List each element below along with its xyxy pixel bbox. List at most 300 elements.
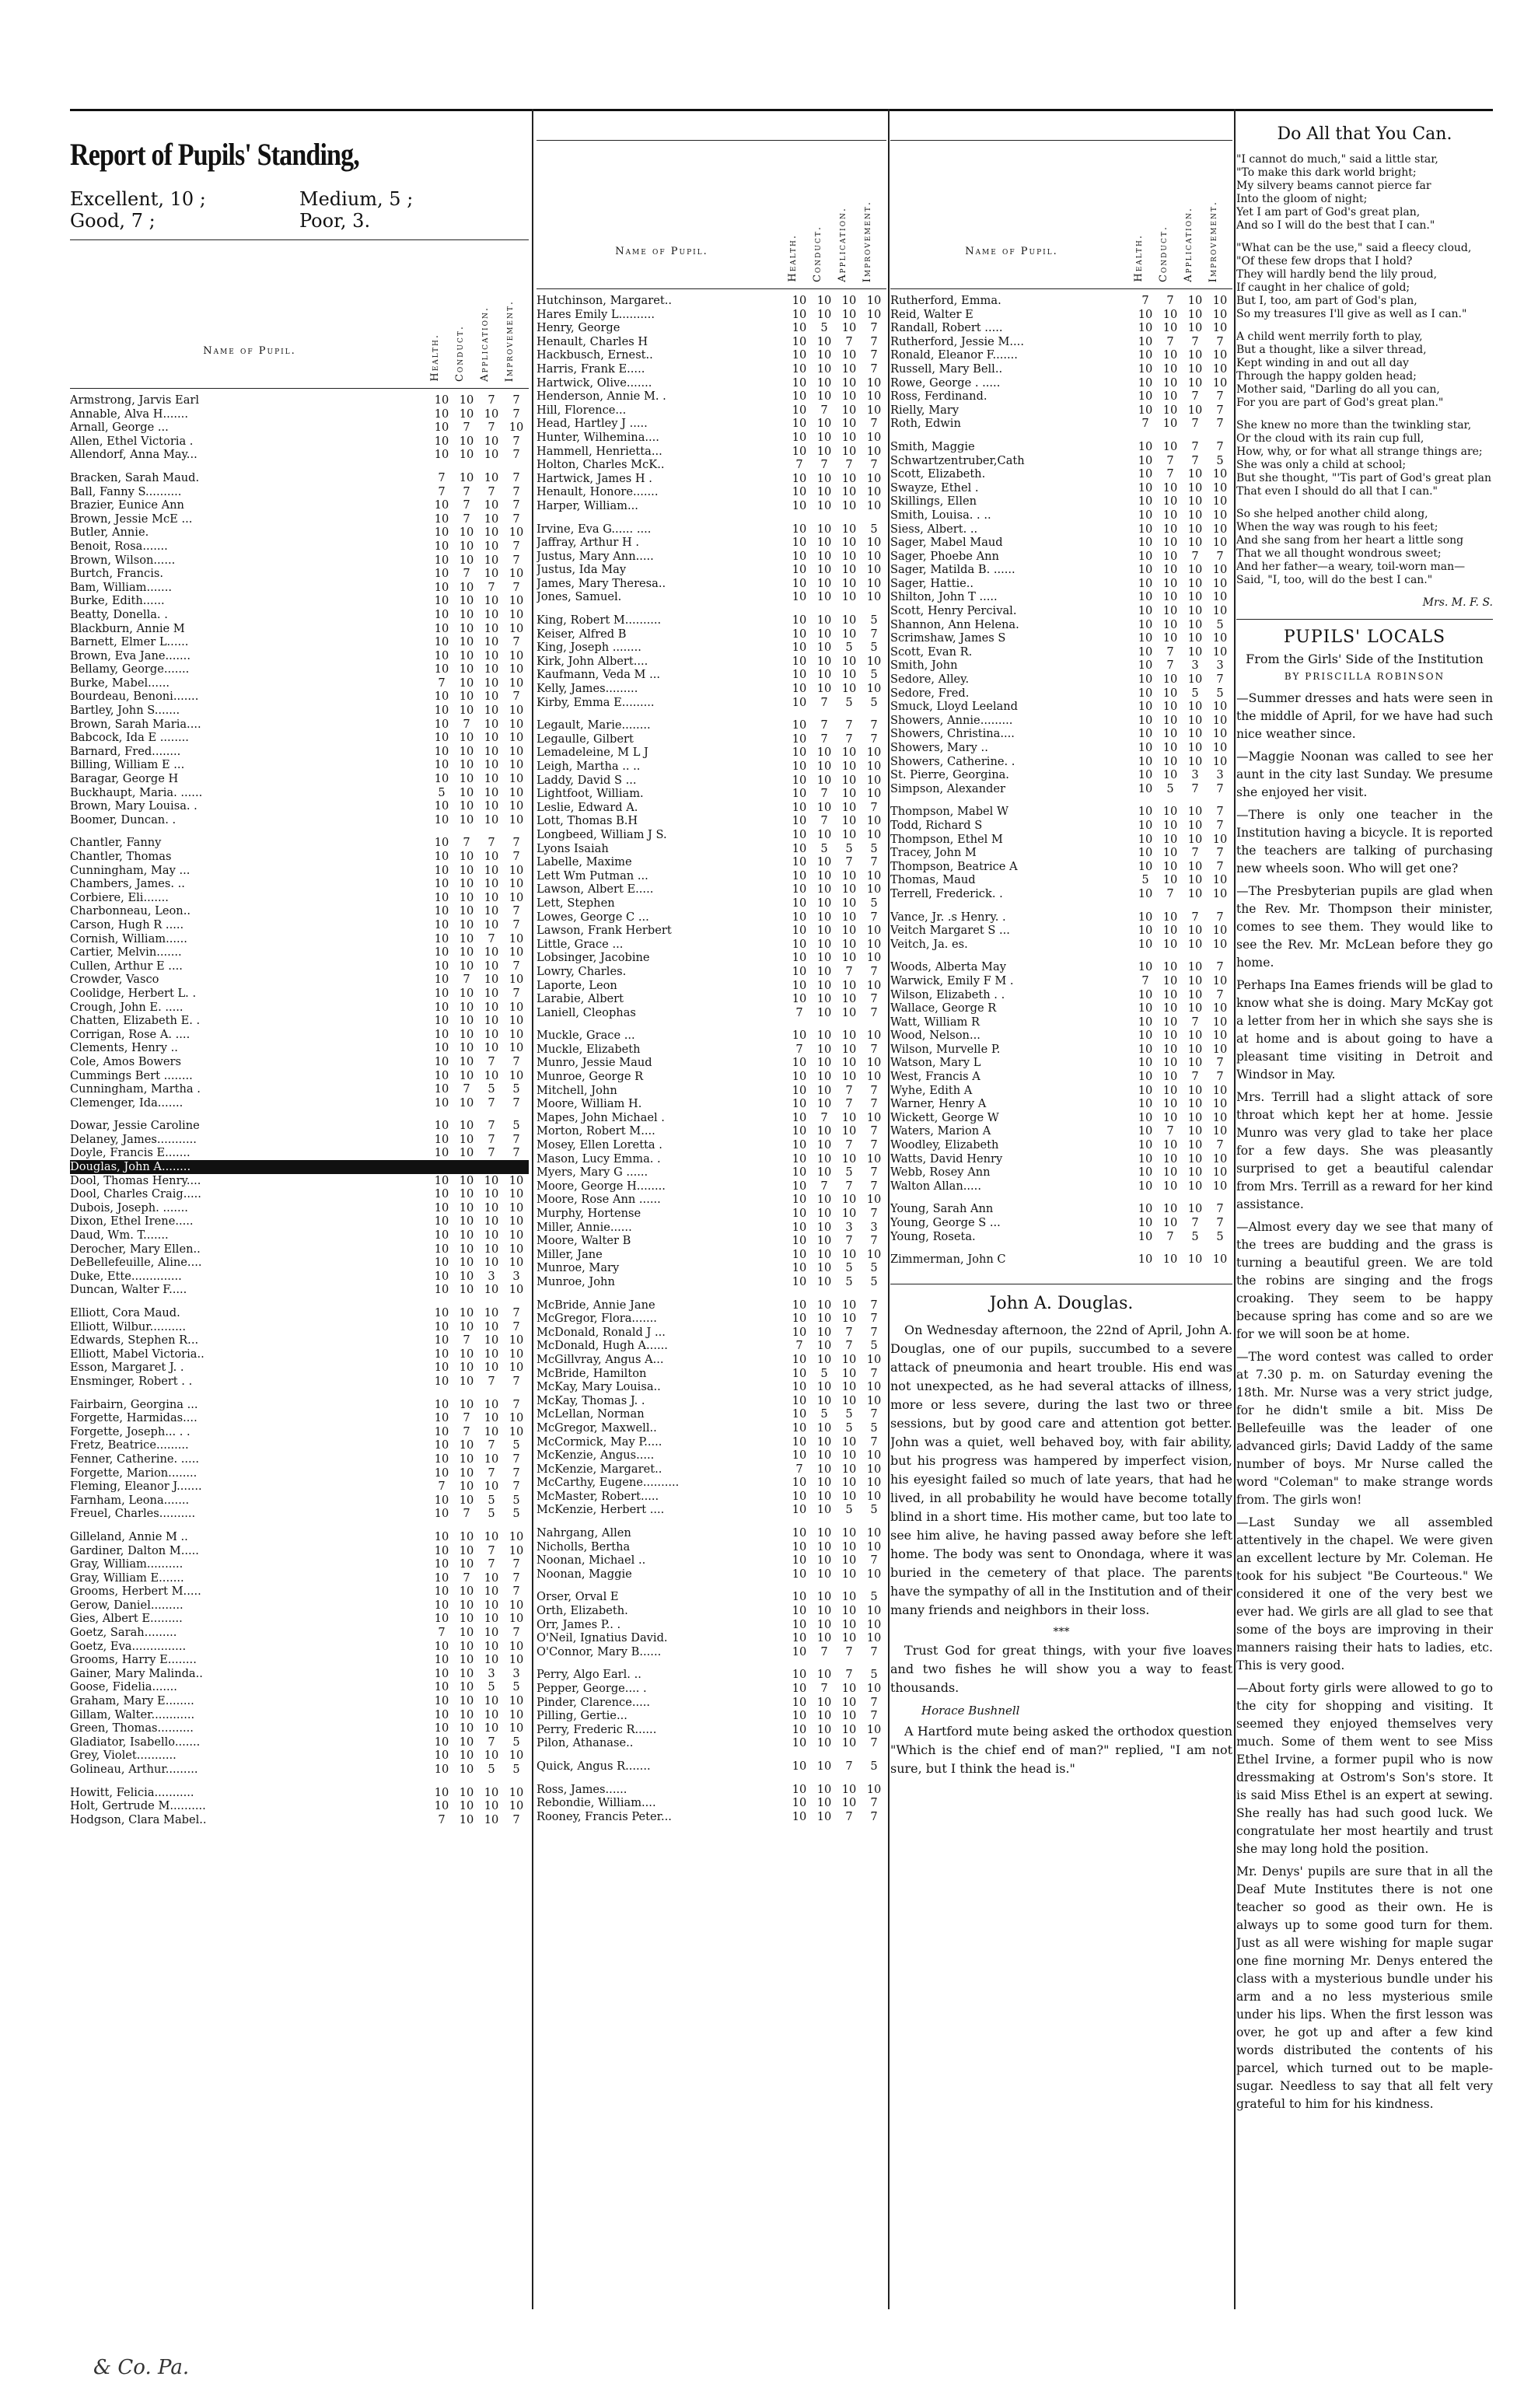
article-paragraph: A Hartford mute being asked the orthodox question "Which is the chief end of man?" replied, "I am not sure, but I think the head is." (890, 1723, 1232, 1776)
pupil-row (537, 1234, 886, 1248)
improvement-score: 7 (512, 1557, 520, 1571)
improvement-score: 10 (509, 1173, 524, 1187)
pupil-row (537, 828, 886, 842)
pupil-name: Cunningham, May ... (70, 863, 190, 877)
application-score: 5 (845, 695, 853, 709)
health-score: 10 (792, 978, 807, 992)
pupil-name: Roth, Edwin (890, 417, 961, 431)
pupil-row (70, 836, 529, 850)
application-score: 5 (488, 1680, 495, 1694)
pupil-row (537, 992, 886, 1006)
pupil-row (537, 1553, 886, 1567)
improvement-score: 10 (1212, 508, 1228, 522)
conduct-score: 10 (459, 1306, 474, 1319)
conduct-score: 7 (1166, 659, 1174, 673)
application-score: 10 (841, 1682, 857, 1695)
health-score: 10 (792, 1407, 807, 1421)
application-score: 10 (841, 1736, 857, 1750)
standing-column-1 (70, 117, 529, 2309)
health-score: 10 (434, 1529, 449, 1543)
conduct-score: 10 (1162, 348, 1178, 362)
pupil-row (70, 1160, 529, 1174)
improvement-score: 10 (509, 1187, 524, 1201)
pupil-group (537, 1590, 886, 1658)
conduct-score: 10 (459, 1626, 474, 1640)
conduct-score: 10 (459, 407, 474, 421)
pupil-name: McDonald, Ronald J ... (537, 1325, 666, 1339)
conduct-score: 10 (459, 1480, 474, 1494)
improvement-score: 3 (870, 1220, 878, 1234)
conduct-score: 10 (816, 1695, 832, 1709)
pupil-row (890, 1216, 1232, 1230)
health-score: 10 (434, 1397, 449, 1411)
application-score: 7 (845, 855, 853, 869)
poem-line: She was only a child at school; (1236, 459, 1407, 471)
health-score: 10 (434, 1466, 449, 1480)
health-score: 10 (792, 1759, 807, 1773)
health-score: 10 (792, 1393, 807, 1407)
application-score: 5 (488, 1507, 495, 1521)
improvement-score: 5 (512, 1438, 520, 1452)
application-score: 10 (484, 1424, 499, 1438)
health-score: 10 (434, 1585, 449, 1599)
pupil-name: Thomas, Maud (890, 873, 976, 887)
conduct-score: 10 (816, 1097, 832, 1111)
pupil-name: Armstrong, Jarvis Earl (70, 393, 200, 407)
improvement-score: 7 (1216, 1138, 1224, 1152)
application-score: 10 (841, 1124, 857, 1138)
conduct-score: 10 (816, 1393, 832, 1407)
health-score: 10 (1138, 673, 1153, 687)
health-score: 10 (434, 704, 449, 718)
locals-body (1236, 690, 1493, 2113)
health-score: 10 (1138, 1138, 1153, 1152)
health-score: 7 (795, 1005, 803, 1019)
application-score: 10 (1187, 987, 1203, 1001)
conduct-score: 10 (459, 1187, 474, 1201)
improvement-score: 5 (1216, 1229, 1224, 1243)
pupil-name: Pilon, Athanase.. (537, 1736, 634, 1750)
pupil-group (890, 440, 1232, 795)
conduct-score: 10 (459, 1319, 474, 1333)
conduct-score: 10 (459, 904, 474, 918)
health-score: 10 (792, 1166, 807, 1180)
pupil-name: Clements, Henry .. (70, 1041, 178, 1055)
improvement-score: 10 (1212, 631, 1228, 645)
application-score: 10 (841, 403, 857, 417)
health-score: 10 (434, 836, 449, 850)
health-score: 10 (434, 1269, 449, 1283)
pupil-name: Gies, Albert E......... (70, 1612, 183, 1626)
application-score: 10 (841, 498, 857, 512)
health-score: 10 (434, 917, 449, 931)
improvement-score: 10 (509, 1529, 524, 1543)
improvement-score: 10 (1212, 1029, 1228, 1043)
health-score: 7 (795, 1339, 803, 1353)
pupil-row (537, 485, 886, 499)
obituary-article (890, 1284, 1232, 1778)
application-score: 10 (841, 1029, 857, 1043)
application-score: 10 (841, 746, 857, 760)
improvement-score: 7 (870, 732, 878, 746)
improvement-score: 5 (870, 1759, 878, 1773)
application-score: 10 (1187, 1110, 1203, 1124)
pupil-name: Burke, Edith...... (70, 594, 165, 608)
pupil-name: Gladiator, Isabello....... (70, 1735, 201, 1749)
application-score: 10 (1187, 1083, 1203, 1097)
pupil-row (537, 1567, 886, 1581)
conduct-score: 10 (1162, 376, 1178, 390)
improvement-score: 7 (512, 407, 520, 421)
improvement-score: 5 (512, 1119, 520, 1133)
pupil-row (537, 1709, 886, 1723)
application-score: 10 (484, 1812, 499, 1826)
health-score: 10 (1138, 781, 1153, 795)
health-score: 10 (1138, 604, 1153, 618)
pupil-name: McCarthy, Eugene.......... (537, 1476, 680, 1490)
improvement-score: 7 (512, 470, 520, 484)
pupil-name: Brown, Jessie McE ... (70, 512, 193, 526)
conduct-score: 10 (459, 1256, 474, 1270)
pupil-name: Brown, Eva Jane....... (70, 648, 190, 662)
improvement-score: 10 (509, 1543, 524, 1557)
improvement-score: 10 (866, 1462, 882, 1476)
pupil-name: Harris, Frank E..... (537, 362, 645, 376)
conduct-score: 5 (820, 321, 828, 335)
pupil-row (890, 577, 1232, 591)
conduct-score: 7 (463, 512, 470, 526)
pupil-row (890, 1166, 1232, 1180)
health-score: 10 (792, 613, 807, 627)
health-score: 7 (1141, 973, 1149, 987)
improvement-score: 10 (509, 1347, 524, 1361)
conduct-score: 10 (1162, 741, 1178, 754)
pupil-name: Brown, Wilson...... (70, 553, 176, 567)
improvement-score: 7 (1216, 403, 1224, 417)
pupil-group (537, 1783, 886, 1824)
health-score: 7 (438, 676, 446, 690)
improvement-score: 7 (512, 986, 520, 1000)
conduct-score: 10 (1162, 859, 1178, 873)
pupil-name: Grooms, Herbert M..... (70, 1585, 201, 1599)
conduct-score: 10 (1162, 1056, 1178, 1070)
pupil-row (890, 768, 1232, 782)
pupil-name: Swayze, Ethel . (890, 481, 979, 495)
health-score: 7 (438, 484, 446, 498)
poem-stanza (1236, 508, 1493, 587)
conduct-score: 10 (459, 1612, 474, 1626)
improvement-score: 7 (870, 1553, 878, 1567)
pupil-name: Chambers, James. .. (70, 877, 185, 891)
application-score: 7 (1191, 390, 1199, 404)
improvement-score: 10 (509, 799, 524, 813)
health-score: 10 (792, 814, 807, 828)
application-score: 10 (484, 785, 499, 799)
improvement-score: 10 (509, 1424, 524, 1438)
application-score: 10 (1187, 1253, 1203, 1267)
health-score: 10 (434, 1347, 449, 1361)
improvement-score: 10 (866, 1029, 882, 1043)
health-score: 10 (792, 1207, 807, 1220)
pupil-group (70, 1530, 529, 1777)
pupil-group (537, 1668, 886, 1750)
pupil-row (537, 1696, 886, 1710)
pupil-name: Daud, Wm. T....... (70, 1228, 169, 1242)
conduct-score: 10 (1162, 768, 1178, 782)
application-score: 10 (841, 1449, 857, 1463)
improvement-score: 10 (866, 1489, 882, 1503)
improvement-score: 10 (509, 1068, 524, 1082)
pupil-name: Miller, Jane (537, 1247, 603, 1261)
health-score: 10 (792, 1782, 807, 1796)
conduct-score: 10 (816, 1380, 832, 1394)
improvement-score: 7 (512, 917, 520, 931)
health-score: 10 (434, 1653, 449, 1667)
pupil-row (890, 1180, 1232, 1194)
poem-line: Or the cloud with its rain cup full, (1236, 432, 1424, 445)
improvement-score: 7 (870, 1435, 878, 1449)
poem-line: That we all thought wondrous sweet; (1236, 547, 1442, 560)
pupil-name: Young, George S ... (890, 1216, 1001, 1229)
pupil-row (890, 1001, 1232, 1015)
pupil-row (537, 362, 886, 376)
footer-scrawl: & Co. Pa. (93, 2356, 190, 2379)
application-score: 10 (841, 910, 857, 924)
conduct-score: 10 (816, 1339, 832, 1353)
pupil-name: O'Neil, Ignatius David. (537, 1631, 668, 1645)
pupil-name: Jones, Samuel. (537, 590, 622, 604)
pupil-list (890, 294, 1232, 1267)
pupil-row (70, 1375, 529, 1389)
pupil-row (537, 417, 886, 431)
application-score: 7 (1191, 439, 1199, 453)
application-score: 10 (484, 607, 499, 621)
conduct-score: 10 (816, 1796, 832, 1810)
health-score: 10 (792, 841, 807, 855)
improvement-score: 5 (1216, 617, 1224, 631)
conduct-score: 7 (463, 836, 470, 850)
pupil-row (537, 760, 886, 774)
pupil-name: Duncan, Walter F..... (70, 1283, 187, 1297)
health-score: 10 (792, 536, 807, 550)
pupil-name: Rutherford, Emma. (890, 294, 1001, 307)
pupil-name: Charbonneau, Leon.. (70, 904, 190, 918)
locals-paragraph: Mrs. Terrill had a slight attack of sore throat which kept her at home. Jessie Munro was very glad to take her place for a few days. She was pleasantly surprised to get a beautiful calendar from Mrs. Terrill as a reward for her kind assistance. (1236, 1090, 1493, 1211)
pupil-row (890, 404, 1232, 418)
conduct-score: 10 (816, 1709, 832, 1723)
health-score: 10 (1138, 645, 1153, 659)
improvement-score: 7 (870, 321, 878, 335)
application-score: 10 (484, 1201, 499, 1214)
pupil-row (890, 782, 1232, 796)
conduct-score: 10 (459, 635, 474, 649)
pupil-name: Chantler, Thomas (70, 850, 172, 863)
pupil-name: Lobsinger, Jacobine (537, 951, 650, 965)
application-score: 10 (841, 1207, 857, 1220)
conduct-score: 10 (459, 1014, 474, 1028)
pupil-name: King, Robert M.......... (537, 613, 662, 627)
health-score: 10 (434, 553, 449, 567)
pupil-name: McGillvray, Angus A... (537, 1352, 664, 1366)
application-score: 10 (484, 1347, 499, 1361)
application-score (479, 1160, 504, 1174)
conduct-score: 10 (816, 882, 832, 896)
pupil-row (537, 1810, 886, 1824)
application-score: 10 (484, 717, 499, 731)
health-score: 10 (434, 1493, 449, 1507)
conduct-score: 10 (459, 1269, 474, 1283)
improvement-score: 7 (1216, 846, 1224, 860)
improvement-score: 10 (1212, 1042, 1228, 1056)
improvement-score: 7 (870, 1166, 878, 1180)
improvement-score: 7 (1216, 987, 1224, 1001)
article-paragraph: On Wednesday afternoon, the 22nd of April, John A. Douglas, one of our pupils, succumbed to a severe attack of pneumonia and heart trouble. His end was not unexpected, as he had several attacks of illness, more or less severe, during the last two or three sessions, but by good care and attention got better. John was a quiet, well behaved boy, with fair ability, but his progress was hampered by imperfect vision, his eyesight failed so much of late years, that had he lived, in all probability he would have become totally blind in a short time. His mother came, but too late to see him alive, he having passed away before she left home. The body was sent to Onondaga, where it was buried in the cemetery of that place. The parents have the sympathy of all in the Institution and of their many friends and neighbors in their loss. (890, 1322, 1232, 1617)
conduct-score: 10 (816, 1668, 832, 1682)
pupil-name: Lawson, Albert E..... (537, 882, 654, 896)
improvement-score: 7 (512, 1480, 520, 1494)
pupil-row (70, 1507, 529, 1521)
health-score: 10 (434, 1543, 449, 1557)
pupil-row (537, 682, 886, 696)
health-score: 10 (792, 1029, 807, 1043)
health-score: 10 (434, 1306, 449, 1319)
pupil-group (70, 471, 529, 827)
improvement-score: 10 (866, 485, 882, 499)
improvement-score: 7 (870, 627, 878, 641)
health-score: 10 (792, 390, 807, 404)
pupil-row (537, 1367, 886, 1381)
conduct-score: 10 (459, 1735, 474, 1749)
conduct-score: 10 (459, 690, 474, 704)
application-score: 7 (488, 1096, 495, 1110)
application-score: 7 (1191, 1216, 1199, 1229)
improvement-score: 10 (866, 403, 882, 417)
application-score: 7 (488, 580, 495, 594)
pupil-name: Rowe, George . ..... (890, 376, 1001, 390)
improvement-score: 10 (509, 1612, 524, 1626)
locals-paragraph: —Last Sunday we all assembled attentively in the chapel. We were given an excellent lecture by Mr. Coleman. He took for his subject "Be Courteous." We considered it one of the very best we ever had. We girls are all glad to see that some of the boys are improving in their manners raising their hats to ladies, etc. This is very good. (1236, 1515, 1493, 1672)
improvement-score: 10 (866, 787, 882, 801)
pupil-name: Cartier, Melvin....... (70, 945, 182, 959)
health-score: 10 (434, 1201, 449, 1214)
application-score: 10 (841, 1435, 857, 1449)
conduct-score (454, 1160, 479, 1174)
pupil-row (70, 1333, 529, 1347)
pupil-name: McKay, Thomas J. . (537, 1393, 645, 1407)
improvement-score: 10 (1212, 1110, 1228, 1124)
pupil-name: Gillam, Walter............ (70, 1707, 195, 1721)
conduct-score: 10 (1162, 617, 1178, 631)
improvement-score: 7 (1216, 960, 1224, 974)
poem-line: Through the happy golden head; (1236, 370, 1417, 383)
improvement-score: 7 (870, 362, 878, 376)
improvement-score: 7 (512, 1306, 520, 1319)
health-score: 10 (1138, 768, 1153, 782)
pupil-row (890, 631, 1232, 645)
improvement-score: 7 (870, 1736, 878, 1750)
health-score: 10 (792, 1553, 807, 1567)
improvement-score: 10 (866, 773, 882, 787)
conduct-score: 10 (816, 430, 832, 444)
improvement-score: 10 (509, 1721, 524, 1735)
application-score: 10 (1187, 617, 1203, 631)
conduct-score: 10 (459, 1361, 474, 1375)
poem-stanza (1236, 330, 1493, 410)
conduct-score: 10 (1162, 508, 1178, 522)
application-score: 10 (484, 1027, 499, 1041)
application-score: 7 (845, 718, 853, 732)
pupil-name: Simpson, Alexander (890, 781, 1005, 795)
pupil-group (70, 1119, 529, 1297)
pupil-row (537, 499, 886, 513)
health-score: 10 (1138, 700, 1153, 714)
application-score: 10 (484, 676, 499, 690)
pupil-name: Howitt, Felicia........... (70, 1785, 194, 1799)
improvement-score: 7 (512, 850, 520, 863)
health-score: 10 (792, 787, 807, 801)
pupil-row (70, 987, 529, 1001)
pupil-row (70, 1270, 529, 1284)
conduct-score: 10 (816, 1421, 832, 1435)
pupil-name: Wood, Nelson... (890, 1029, 980, 1043)
pupil-name: Skillings, Ellen (890, 495, 977, 509)
conduct-score: 7 (820, 814, 828, 828)
improvement-score: 7 (512, 1374, 520, 1388)
health-score: 10 (792, 1193, 807, 1207)
improvement-score: 10 (1212, 873, 1228, 887)
pupil-name: Rielly, Mary (890, 403, 959, 417)
pupil-name: Dool, Thomas Henry.... (70, 1173, 201, 1187)
pupil-row (890, 348, 1232, 362)
poem-line: And so I will do the best that I can." (1236, 219, 1435, 232)
conduct-score: 10 (459, 1201, 474, 1214)
pupil-group (70, 836, 529, 1110)
improvement-score: 10 (866, 536, 882, 550)
pupil-name: Showers, Annie......... (890, 713, 1013, 727)
improvement-score: 7 (1216, 549, 1224, 563)
pupil-row (890, 1043, 1232, 1057)
health-score: 10 (434, 1424, 449, 1438)
improvement-score: 10 (866, 1247, 882, 1261)
pupil-row (537, 732, 886, 746)
pupil-name: Grooms, Harry E........ (70, 1653, 197, 1667)
pupil-row (890, 440, 1232, 454)
pupil-row (537, 1326, 886, 1340)
health-score: 10 (1138, 1083, 1153, 1097)
improvement-score: 5 (1216, 453, 1224, 467)
application-score: 7 (488, 1543, 495, 1557)
pupil-row (537, 308, 886, 322)
pupil-row (537, 655, 886, 669)
improvement-score: 10 (509, 621, 524, 635)
pupil-row (890, 454, 1232, 468)
pupil-name: Todd, Richard S (890, 818, 983, 832)
pupil-name: Legault, Marie........ (537, 718, 651, 732)
pupil-row (890, 604, 1232, 618)
application-score: 10 (841, 1005, 857, 1019)
conduct-score: 10 (1162, 987, 1178, 1001)
pupil-group (890, 960, 1232, 1193)
pupil-name: Chantler, Fanny (70, 836, 162, 850)
application-score: 10 (484, 1799, 499, 1813)
conduct-score: 10 (816, 1138, 832, 1152)
improvement-score: 10 (866, 951, 882, 965)
application-score: 10 (841, 627, 857, 641)
application-score: 10 (841, 1042, 857, 1056)
application-score: 10 (484, 470, 499, 484)
improvement-score: 7 (512, 1571, 520, 1585)
conduct-score: 7 (463, 498, 470, 512)
